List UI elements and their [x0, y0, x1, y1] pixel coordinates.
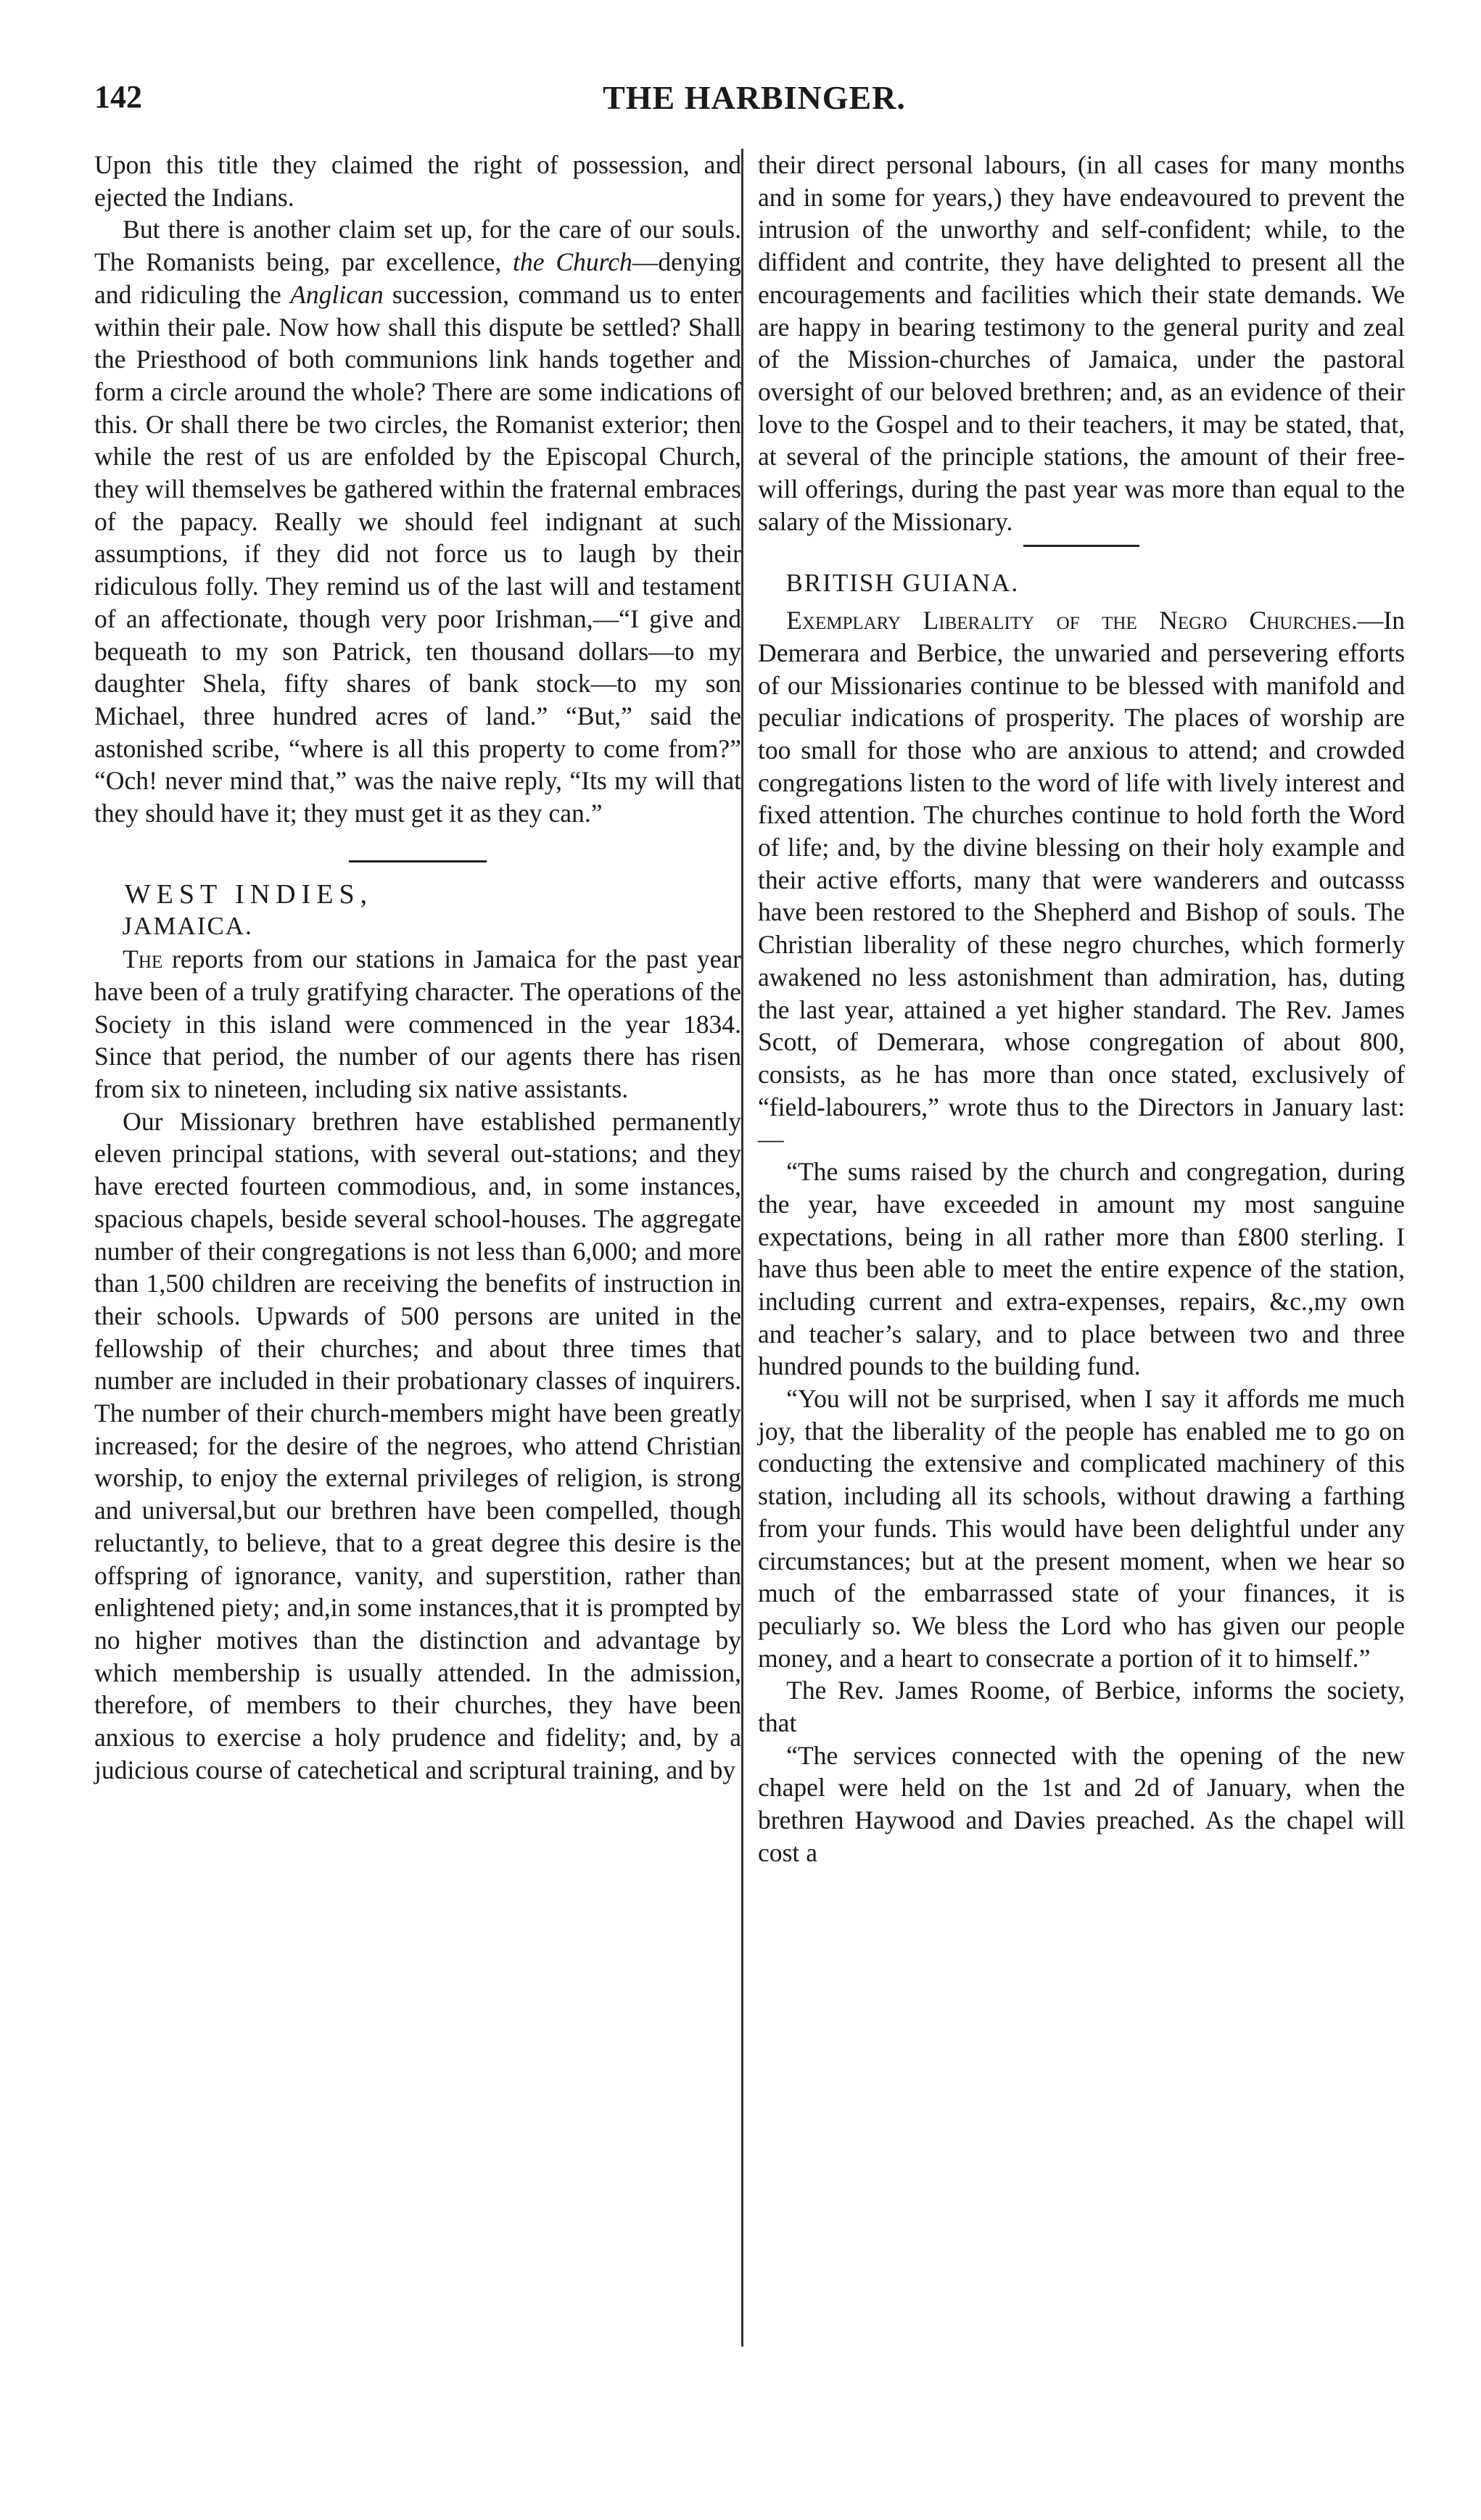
paragraph: [94, 213, 741, 829]
paragraph-text: But there is another claim set up, for the care of our souls. The Romanists being, par excellence,: [94, 215, 741, 277]
paragraph-text: The Rev. James Roome, of Berbice, informs the society, that: [758, 1676, 1405, 1738]
paragraph: [94, 943, 741, 1105]
paragraph-text: “You will not be surprised, when I say it affords me much joy, that the liberality of the people has enabled me to go on conducting the extensive and complicated machinery of this station, including all its schools, without drawing a farthing from your funds. This would have been delightful under any circumstances; but at the present moment, when we hear so much of the embarrassed state of your finances, it is peculiarly so. We bless the Lord who has given our people money, and a heart to consecrate a portion of it to himself.”: [758, 1384, 1405, 1673]
paragraph-text: their direct personal labours, (in all cases for many months and in some for years,) they have endeavoured to prevent the intrusion of the unworthy and self-confident; while, to the diffident and contrite, they have delighted to present all the encouragements and facilities which their state demands. We are happy in bearing testimony to the general purity and zeal of the Mission-churches of Jamaica, under the pastoral oversight of our beloved brethren; and, as an evidence of their love to the Gospel and to their teachers, it may be stated, that, at several of the principle stations, the amount of their free-will offerings, during the past year was more than equal to the salary of the Missionary.: [758, 150, 1405, 536]
paragraph: [758, 1383, 1405, 1674]
column-divider: [741, 149, 743, 2347]
section-title: WEST INDIES,: [124, 878, 374, 910]
section-title: BRITISH GUIANA.: [785, 569, 1020, 598]
page-number: 142: [94, 79, 142, 115]
paragraph: [758, 604, 1405, 1156]
paragraph-text: “The services connected with the opening of the new chapel were held on the 1st and 2d of January, when the brethren Haywood and Davies preached. As the chapel will cost a: [758, 1740, 1405, 1867]
paragraph: [758, 1674, 1405, 1739]
italic-text: Anglican: [290, 279, 384, 309]
lead-word: The: [123, 944, 163, 974]
paragraph: [94, 149, 741, 213]
left-column: [94, 149, 741, 1786]
paragraph: [94, 1105, 741, 1787]
run-in-heading: Exemplary Liberality of the Negro Churches.: [786, 606, 1358, 635]
paragraph-text: reports from our stations in Jamaica for the past year have been of a truly gratifying character. The operations of the Society in this island were commenced in the year 1834. Since that period, the number of our agents there has risen from six to nineteen, including six native assistants.: [94, 944, 741, 1103]
paragraph-text: succession, command us to enter within their pale. Now how shall this dispute be settled? Shall the Priesthood of both communions link hands together and form a circle around the whole? There are some indications of this. Or shall there be two circles, the Romanist exterior; then while the rest of us are enfolded by the Episcopal Church, they will themselves be gathered within the fraternal embraces of the papacy. Really we should feel indignant at such assumptions, if they did not force us to laugh by their ridiculous folly. They remind us of the last will and testament of an affectionate, though very poor Irishman,—“I give and bequeath to my son Patrick, ten thousand dollars—to my daughter Shela, fifty shares of bank stock—to my son Michael, three hundred acres of land.” “But,” said the astonished scribe, “where is all this property to come from?” “Och! never mind that,” was the naive reply, “Its my will that they should have it; they must get it as they can.”: [94, 279, 741, 828]
paragraph: [758, 149, 1405, 538]
paragraph-text: “The sums raised by the church and congregation, during the year, have exceeded in amount my most sanguine expectations, being in all rather more than £800 sterling. I have thus been able to meet the entire expence of the station, including current and extra-expenses, repairs, &c.,my own and teacher’s salary, and to place between two and three hundred pounds to the building fund.: [758, 1157, 1405, 1381]
paragraph-text: Upon this title they claimed the right of possession, and ejected the Indians.: [94, 150, 741, 212]
section-subtitle: JAMAICA.: [122, 912, 253, 941]
paragraph: [758, 1739, 1405, 1869]
section-rule: [349, 860, 487, 862]
paragraph-text: —In Demerara and Berbice, the unwaried and persevering efforts of our Missionaries continue to be blessed with manifold and peculiar indications of prosperity. The places of worship are too small for those who are anxious to attend; and crowded congregations listen to the word of life with lively interest and fixed attention. The churches continue to hold forth the Word of life; and, by the divine blessing on their holy example and their active efforts, many that were wanderers and outcasss have been restored to the Shepherd and Bishop of souls. The Christian liberality of these negro churches, which formerly awakened no less astonishment than admiration, has, duting the last year, attained a yet higher standard. The Rev. James Scott, of Demerara, whose congregation of about 800, consists, as he has more than once stated, exclusively of “field-labourers,” wrote thus to the Directors in January last:—: [758, 606, 1405, 1154]
paragraph-text: —denying and ridiculing the: [94, 247, 741, 309]
right-column: [758, 149, 1405, 1869]
paragraph-text: Our Missionary brethren have established permanently eleven principal stations, with several out-stations; and they have erected fourteen commodious, and, in some instances, spacious chapels, beside several school-houses. The aggregate number of their congregations is not less than 6,000; and more than 1,500 children are receiving the benefits of instruction in their schools. Upwards of 500 persons are united in the fellowship of their churches; and about three times that number are included in their probationary classes of inquirers. The number of their church-members might have been greatly increased; for the desire of the negroes, who attend Christian worship, to enjoy the external privileges of religion, is strong and universal,but our brethren have been compelled, though reluctantly, to believe, that to a great degree this desire is the offspring of ignorance, vanity, and superstition, rather than enlightened piety; and,in some instances,that it is prompted by no higher motives than the distinction and advantage by which membership is usually attended. In the admission, therefore, of members to their churches, they have been anxious to exercise a holy prudence and fidelity; and, by a judicious course of catechetical and scriptural training, and by: [94, 1106, 741, 1784]
paragraph: [758, 1156, 1405, 1383]
running-title: THE HARBINGER.: [603, 79, 906, 116]
italic-text: the Church: [513, 247, 632, 277]
page-header: [94, 78, 1414, 129]
section-rule: [1023, 545, 1139, 547]
